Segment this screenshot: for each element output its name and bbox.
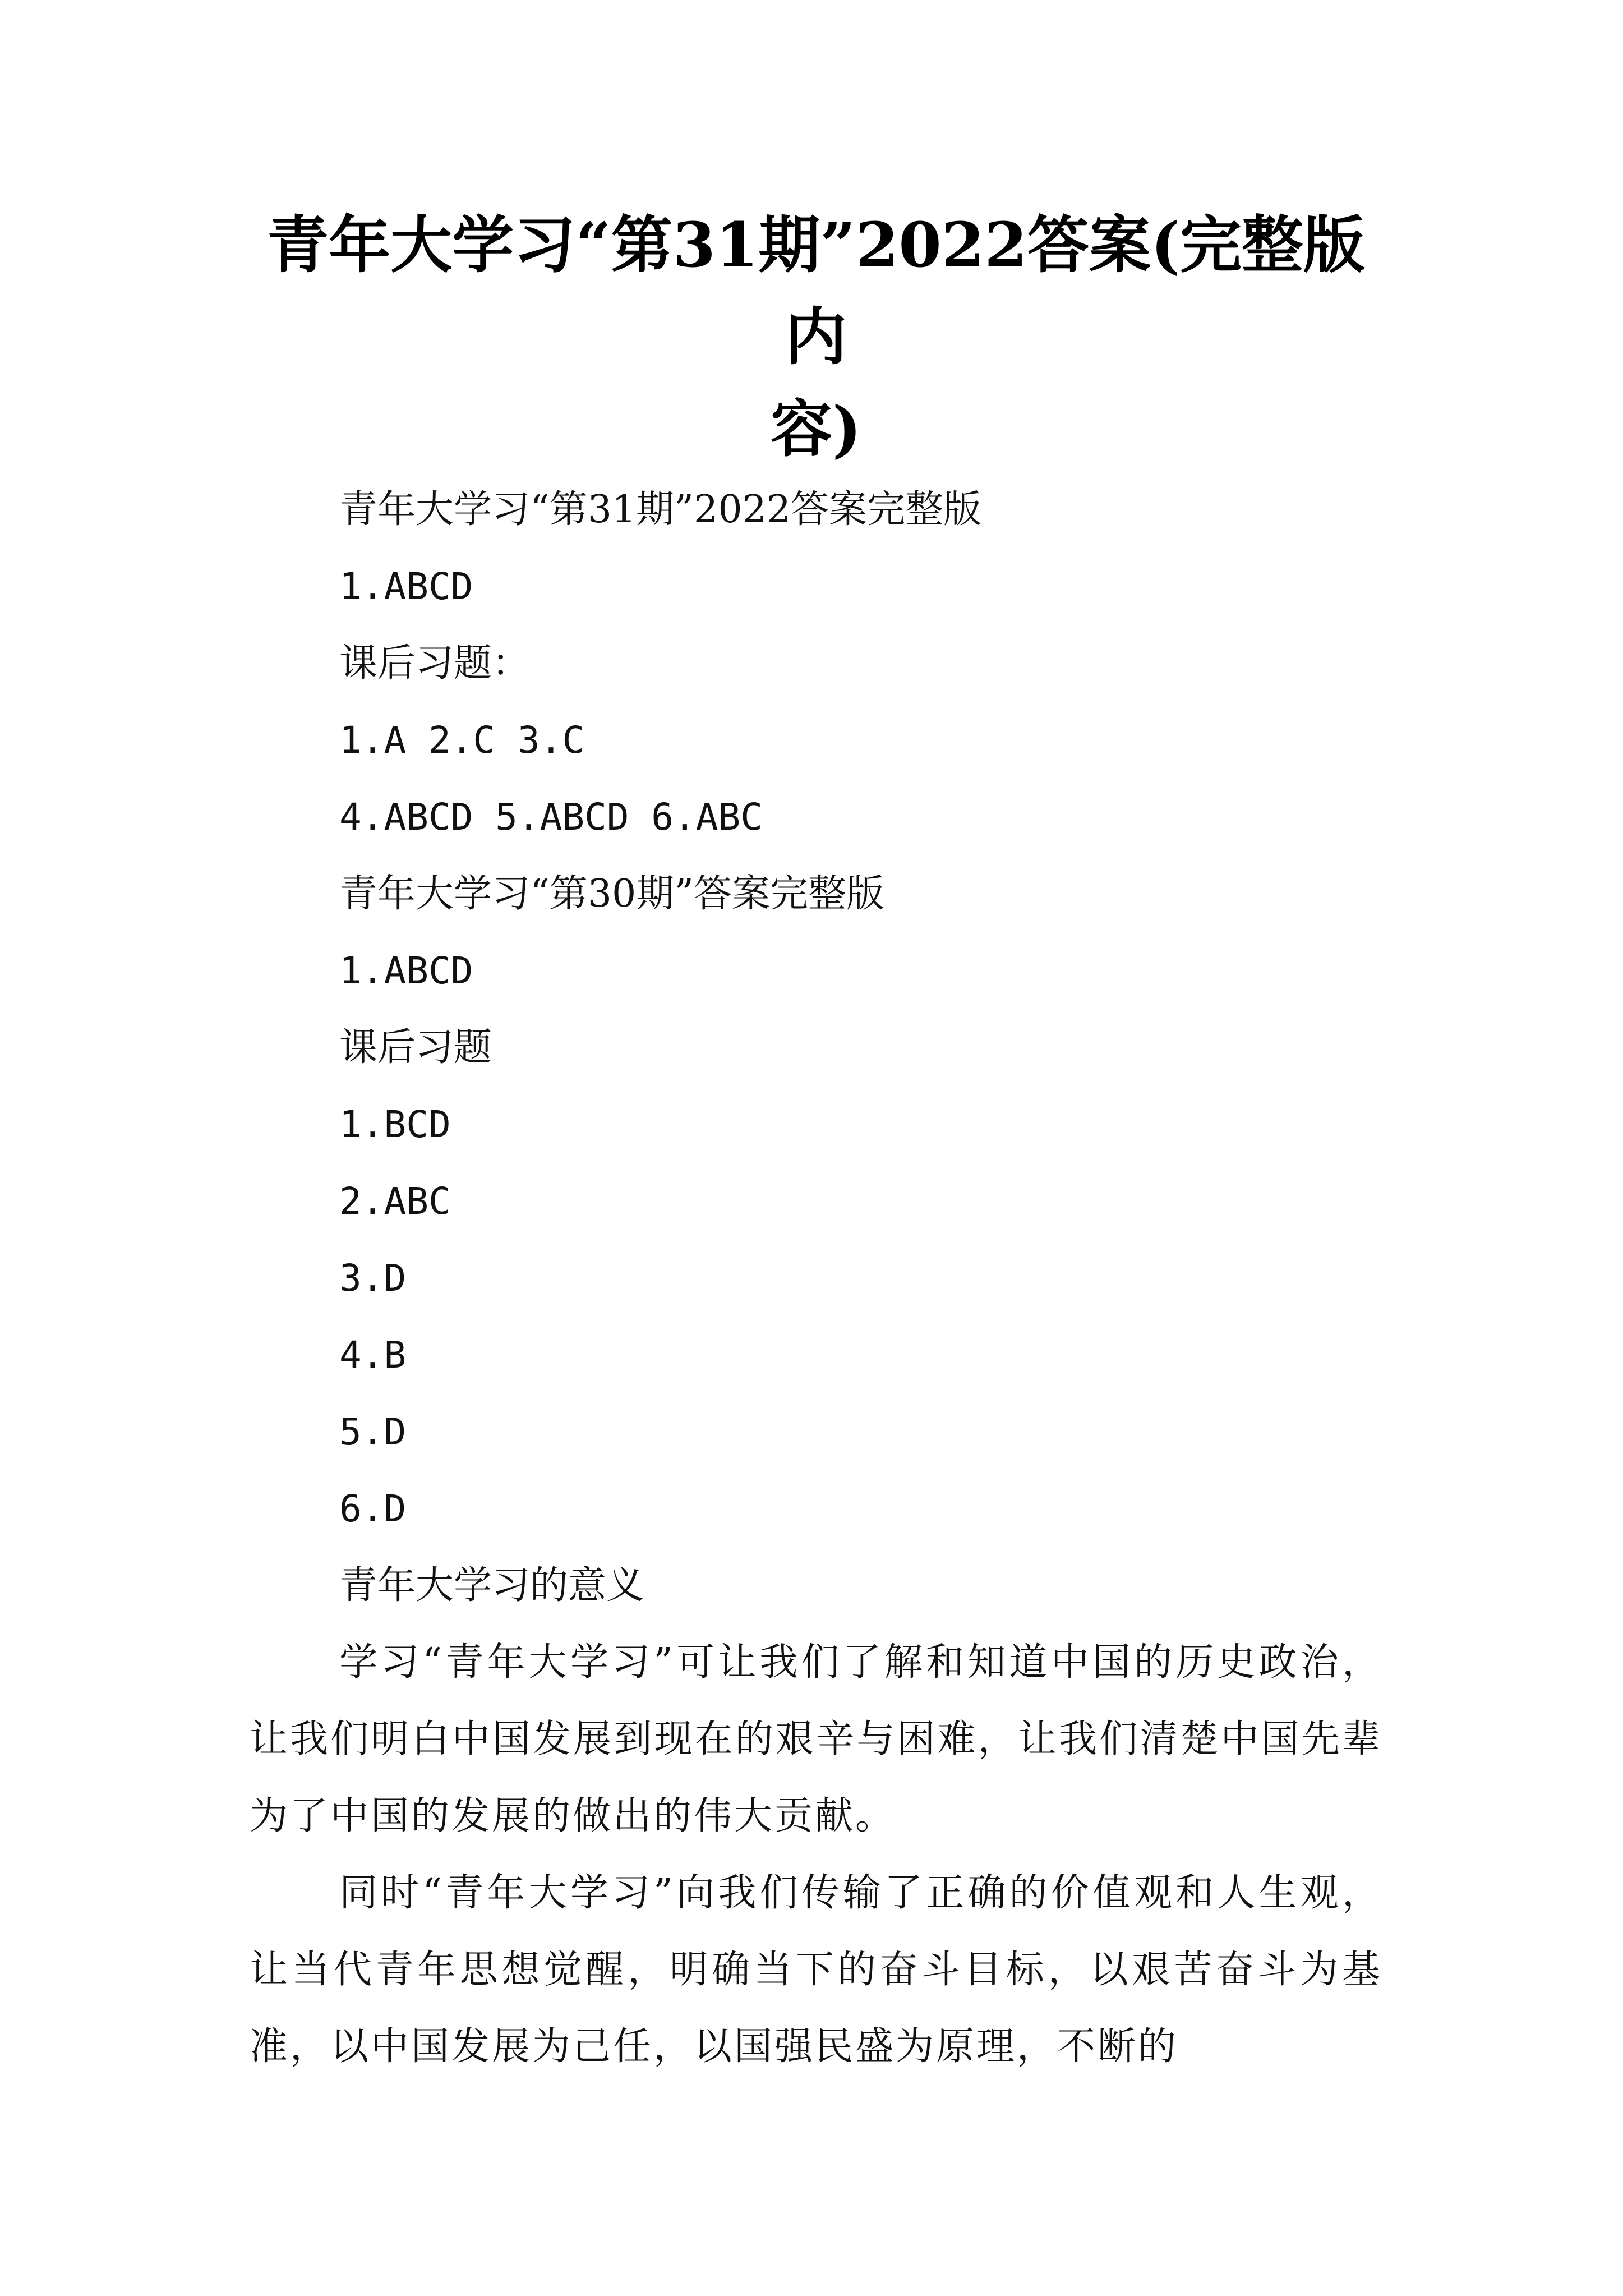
section-heading-30: 青年大学习“第30期”答案完整版 xyxy=(339,872,885,916)
answer-line: 1.ABCD xyxy=(339,565,473,608)
title-line-2: 容) xyxy=(770,393,862,465)
body-paragraph: 学习“青年大学习”可让我们了解和知道中国的历史政治，让我们明白中国发展到现在的艰辛与困难，让我们清楚中国先辈为了中国的发展的做出的伟大贡献。 xyxy=(250,1640,1382,1838)
answer-line: 2.ABC xyxy=(339,1180,451,1223)
answer-line: 5.D xyxy=(339,1410,407,1453)
document-body xyxy=(250,471,1382,2085)
answer-line: 4.ABCD 5.ABCD 6.ABC xyxy=(339,795,763,839)
after-class-label: 课后习题 xyxy=(339,1025,492,1070)
answer-line: 3.D xyxy=(339,1257,407,1300)
section-heading-31: 青年大学习“第31期”2022答案完整版 xyxy=(339,487,982,532)
title-line-1: 青年大学习“第31期”2022答案(完整版内 xyxy=(267,209,1365,373)
document-title xyxy=(241,199,1391,475)
answer-line: 1.ABCD xyxy=(339,949,473,992)
body-paragraph: 同时“青年大学习”向我们传输了正确的价值观和人生观，让当代青年思想觉醒，明确当下的奋斗目标，以艰苦奋斗为基准，以中国发展为己任，以国强民盛为原理，不断的 xyxy=(250,1871,1382,2069)
answer-line: 1.BCD xyxy=(339,1103,451,1146)
answer-line: 4.B xyxy=(339,1333,407,1377)
after-class-label: 课后习题： xyxy=(339,641,531,685)
section-heading-meaning: 青年大学习的意义 xyxy=(339,1563,645,1608)
answer-line: 6.D xyxy=(339,1487,407,1530)
answer-line: 1.A 2.C 3.C xyxy=(339,719,585,762)
